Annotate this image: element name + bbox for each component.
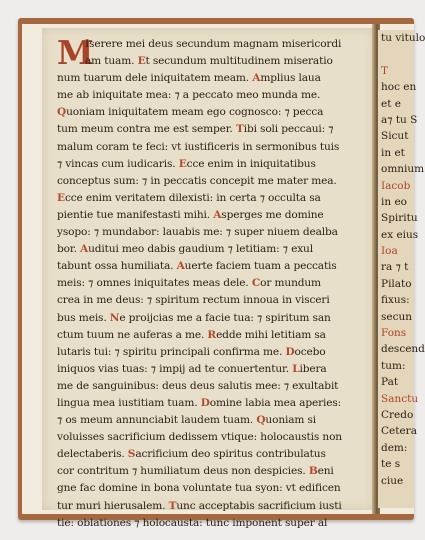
rubricated-capital: R: [207, 328, 217, 341]
psalm-text-block: [57, 33, 361, 532]
facing-line: dem:: [381, 441, 408, 454]
line-text: uditui meo dabis gaudium ⁊ letitiam: ⁊ exul: [88, 243, 313, 256]
line-text: bor.: [57, 243, 81, 256]
line-text: ysopo: ⁊ mundabor: lauabis me: ⁊ super niuem dealba: [57, 226, 338, 239]
text-line: [57, 429, 361, 446]
text-line: [57, 121, 361, 138]
line-text: ⁊ os meum annunciabit laudem tuam.: [57, 414, 257, 427]
text-line: [57, 480, 361, 497]
line-text: meis: ⁊ omnes iniquitates meas dele.: [57, 277, 252, 290]
line-text: pientie tue manifestasti mihi.: [57, 208, 214, 221]
line-text: acrificium deo spiritus contribulatus: [135, 448, 326, 461]
line-text: cor contritum ⁊ humiliatum deus non despicies.: [57, 465, 309, 478]
line-text: gne fac domine in bona voluntate tua syon: vt edificen: [57, 482, 341, 495]
facing-line: hoc en: [381, 81, 417, 94]
line-text: tum meum contra me est semper.: [57, 123, 236, 136]
rubricated-capital: N: [109, 311, 120, 324]
text-line: [57, 139, 361, 156]
text-line: [57, 36, 361, 53]
text-line: [57, 53, 361, 70]
text-line: [57, 344, 361, 361]
line-text: ctum tuum ne auferas a me.: [57, 328, 208, 341]
rubricated-capital: L: [292, 362, 300, 375]
rubricated-capital: A: [252, 72, 261, 85]
line-text: uerte faciem tuam a peccatis: [184, 260, 337, 273]
line-text: Iserere mei deus secundum magnam misericordi: [85, 38, 342, 50]
text-line: [57, 258, 361, 275]
facing-line: in et: [381, 146, 405, 159]
rubricated-capital: T: [168, 499, 177, 512]
line-text: ⁊ vincas cum iudicaris.: [57, 157, 179, 170]
rubricated-capital: B: [308, 465, 318, 478]
line-text: mplius laua: [260, 72, 321, 85]
line-text: uoniam iniquitatem meam ego cognosco: ⁊ pecca: [66, 106, 324, 119]
line-text: ibi soli peccaui: ⁊: [243, 123, 334, 136]
line-text: conceptus sum: ⁊ in peccatis concepit me mater mea.: [57, 174, 337, 187]
facing-line: [378, 46, 414, 62]
line-text: me ab iniquitate mea: ⁊ a peccato meo munda me.: [57, 89, 321, 102]
text-line: [57, 292, 361, 309]
rubricated-capital: A: [213, 208, 222, 221]
rubricated-capital: A: [176, 260, 185, 273]
text-line: [57, 515, 361, 532]
line-text: delectaberis.: [57, 448, 128, 461]
facing-page-edge: [378, 30, 425, 508]
facing-line: Spiritu: [381, 212, 418, 225]
line-text: cce enim veritatem dilexisti: in certa ⁊ occulta sa: [64, 191, 321, 204]
line-text: me de sanguinibus: deus deus salutis mee: ⁊ exultabit: [57, 379, 339, 392]
facing-line: Fons: [381, 327, 407, 340]
line-text: lingua mea iustitiam tuam.: [57, 396, 201, 409]
facing-line: Iacob: [381, 179, 411, 192]
facing-line: Sanctu: [381, 392, 419, 405]
rubricated-capital: S: [127, 448, 136, 461]
line-text: t secundum multitudinem miseratio: [145, 55, 333, 68]
line-text: unc acceptabis sacrificium iusti: [176, 499, 342, 512]
facing-line: ex eius: [381, 228, 419, 241]
rubricated-capital: T: [235, 123, 244, 136]
line-text: eni: [317, 465, 334, 478]
facing-line: T: [381, 64, 389, 77]
rubricated-capital: E: [178, 157, 187, 170]
text-line: [57, 224, 361, 241]
facing-line: te s: [381, 458, 401, 471]
facing-line: ra ⁊ t: [381, 261, 409, 274]
rubricated-capital: D: [200, 396, 210, 409]
text-line: [57, 463, 361, 480]
illuminated-initial: M: [57, 33, 94, 72]
line-text: ocebo: [294, 345, 326, 358]
line-text: uoniam si: [265, 414, 317, 427]
facing-line: tum:: [381, 359, 406, 372]
facing-line: secun: [381, 310, 413, 323]
facing-line: descend: [381, 343, 425, 356]
facing-line: Pilato: [381, 277, 412, 290]
line-text: malum coram te feci: vt iustificeris in sermonibus tuis: [57, 140, 340, 153]
rubricated-capital: Q: [256, 414, 266, 427]
rubricated-capital: C: [251, 277, 261, 290]
text-line: [57, 395, 361, 412]
line-text: sperges me domine: [221, 208, 324, 221]
facing-line: a⁊ tu S: [381, 113, 418, 126]
line-text: e proijcias me a facie tua: ⁊ spiritum san: [119, 311, 331, 324]
line-text: voluisses sacrificium dedissem vtique: holocaustis non: [57, 431, 342, 444]
text-line: [57, 327, 361, 344]
line-text: bus meis.: [57, 311, 110, 324]
facing-line: Cetera: [381, 425, 417, 438]
line-text: or mundum: [260, 277, 321, 290]
line-text: num tuarum dele iniquitatem meam.: [57, 72, 253, 85]
rubricated-capital: E: [57, 191, 65, 204]
text-line: [57, 207, 361, 224]
rubricated-capital: D: [285, 345, 295, 358]
rubricated-capital: Q: [57, 106, 67, 119]
line-text: lutaris tui: ⁊ spiritu principali confirma me.: [57, 345, 286, 358]
facing-line: omnium: [381, 163, 425, 176]
text-line: [57, 310, 361, 327]
text-line: [57, 190, 361, 207]
line-text: crea in me deus: ⁊ spiritum rectum innoua in visceri: [57, 294, 330, 307]
line-text: omine labia mea aperies:: [209, 396, 342, 409]
facing-line: Pat: [381, 376, 399, 389]
text-line: [57, 275, 361, 292]
text-line: [57, 104, 361, 121]
text-line: [57, 378, 361, 395]
text-line: [57, 361, 361, 378]
facing-line: in eo: [381, 195, 407, 208]
rubricated-capital: E: [137, 55, 146, 68]
rubricated-capital: A: [80, 243, 89, 256]
line-text: am tuam.: [85, 55, 138, 68]
text-line: [57, 412, 361, 429]
facing-line: et e: [381, 97, 401, 110]
line-text: iniquos vias tuas: ⁊ impij ad te conuertentur.: [57, 362, 293, 375]
text-line: [57, 446, 361, 463]
facing-line: fixus:: [381, 294, 410, 307]
line-text: tie: oblationes ⁊ holocausta: tunc imponent super al: [57, 516, 328, 529]
text-line: [57, 241, 361, 258]
line-text: ibera: [299, 362, 327, 375]
line-text: tabunt ossa humiliata.: [57, 260, 177, 273]
text-line: [57, 156, 361, 173]
facing-line: Ioa: [381, 245, 398, 258]
line-text: edde mihi letitiam sa: [216, 328, 326, 341]
line-text: tur muri hierusalem.: [57, 499, 169, 512]
text-line: [57, 498, 361, 515]
facing-line: tu vitulo: [381, 32, 425, 44]
text-line: [57, 70, 361, 87]
line-text: cce enim in iniquitatibus: [186, 157, 316, 170]
facing-line: ciue: [381, 474, 404, 487]
facing-line: Credo: [381, 408, 414, 421]
text-line: [57, 87, 361, 104]
facing-line: Sicut: [381, 130, 409, 143]
text-line: [57, 173, 361, 190]
